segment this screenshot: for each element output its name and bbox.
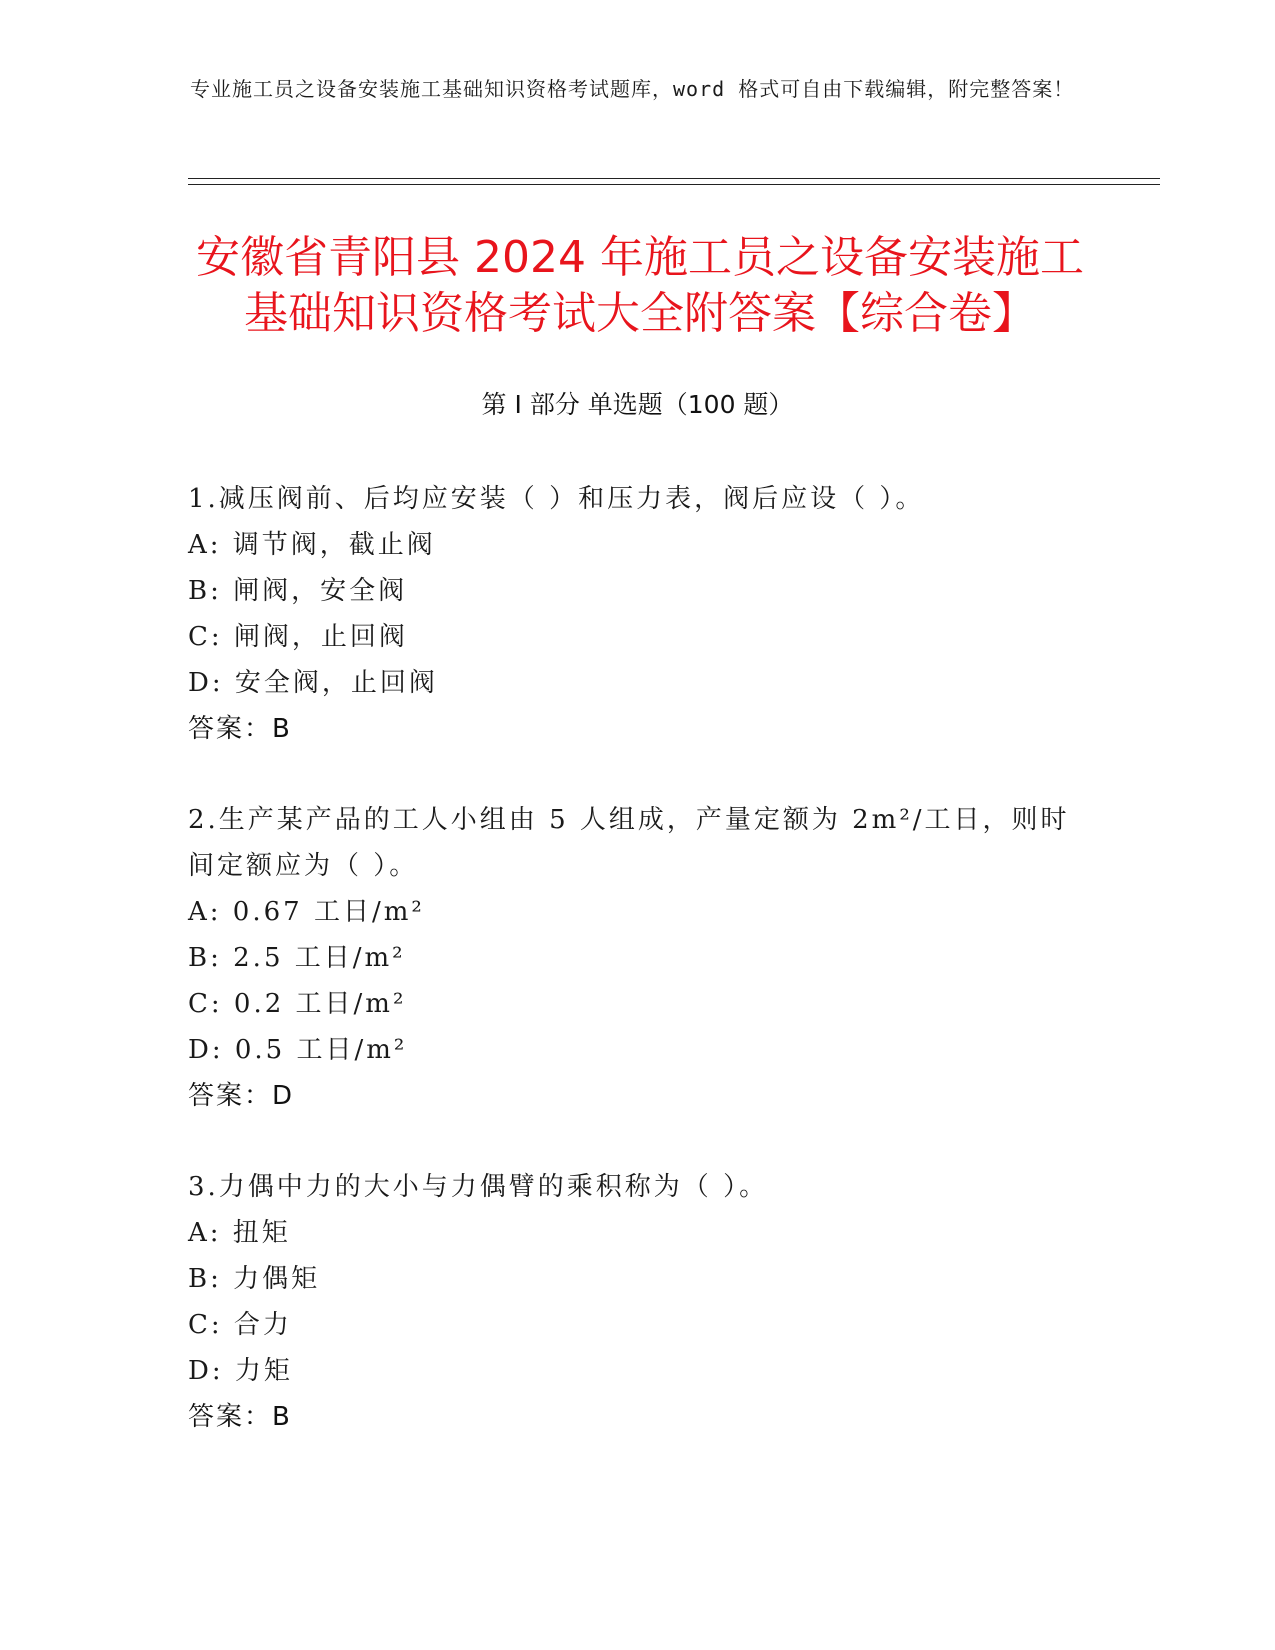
question-2 — [188, 797, 1088, 1119]
option-c: C: 0.2 工日/m² — [188, 989, 407, 1019]
question-3 — [188, 1164, 1088, 1440]
option-a: A: 扭矩 — [188, 1218, 291, 1248]
answer-value: B — [272, 1402, 290, 1432]
option-c: C: 闸阀，止回阀 — [188, 622, 408, 652]
answer-line — [188, 706, 1088, 752]
header-note: 专业施工员之设备安装施工基础知识资格考试题库，word 格式可自由下载编辑，附完整答案！ — [190, 77, 1075, 101]
header-divider-top — [188, 178, 1160, 179]
option-d: D: 力矩 — [188, 1356, 293, 1386]
option-b: B: 2.5 工日/m² — [188, 943, 406, 973]
option-a: A: 调节阀，截止阀 — [188, 530, 436, 560]
answer-value: D — [272, 1081, 293, 1111]
question-list — [188, 476, 1088, 1485]
section-heading: 第 I 部分 单选题（100 题） — [481, 390, 794, 419]
option-b: B: 闸阀，安全阀 — [188, 576, 408, 606]
option-c: C: 合力 — [188, 1310, 292, 1340]
answer-label: 答案： — [188, 1402, 273, 1432]
answer-value: B — [272, 714, 290, 744]
option-d: D: 安全阀，止回阀 — [188, 668, 438, 698]
answer-line — [188, 1073, 1088, 1119]
question-stem: 1.减压阀前、后均应安装（ ）和压力表，阀后应设（ ）。 — [188, 484, 925, 514]
question-stem: 3.力偶中力的大小与力偶臂的乘积称为（ ）。 — [188, 1172, 769, 1202]
header-divider-bottom — [188, 184, 1160, 185]
option-b: B: 力偶矩 — [188, 1264, 321, 1294]
option-d: D: 0.5 工日/m² — [188, 1035, 408, 1065]
question-1 — [188, 476, 1088, 752]
document-title: 安徽省青阳县 2024 年施工员之设备安装施工基础知识资格考试大全附答案【综合卷】 — [196, 232, 1084, 339]
answer-label: 答案： — [188, 1081, 273, 1111]
question-stem: 2.生产某产品的工人小组由 5 人组成，产量定额为 2m²/工日，则时间定额应为（ ）。 — [188, 805, 1070, 881]
option-a: A: 0.67 工日/m² — [188, 897, 425, 927]
answer-label: 答案： — [188, 714, 273, 744]
answer-line — [188, 1394, 1088, 1440]
